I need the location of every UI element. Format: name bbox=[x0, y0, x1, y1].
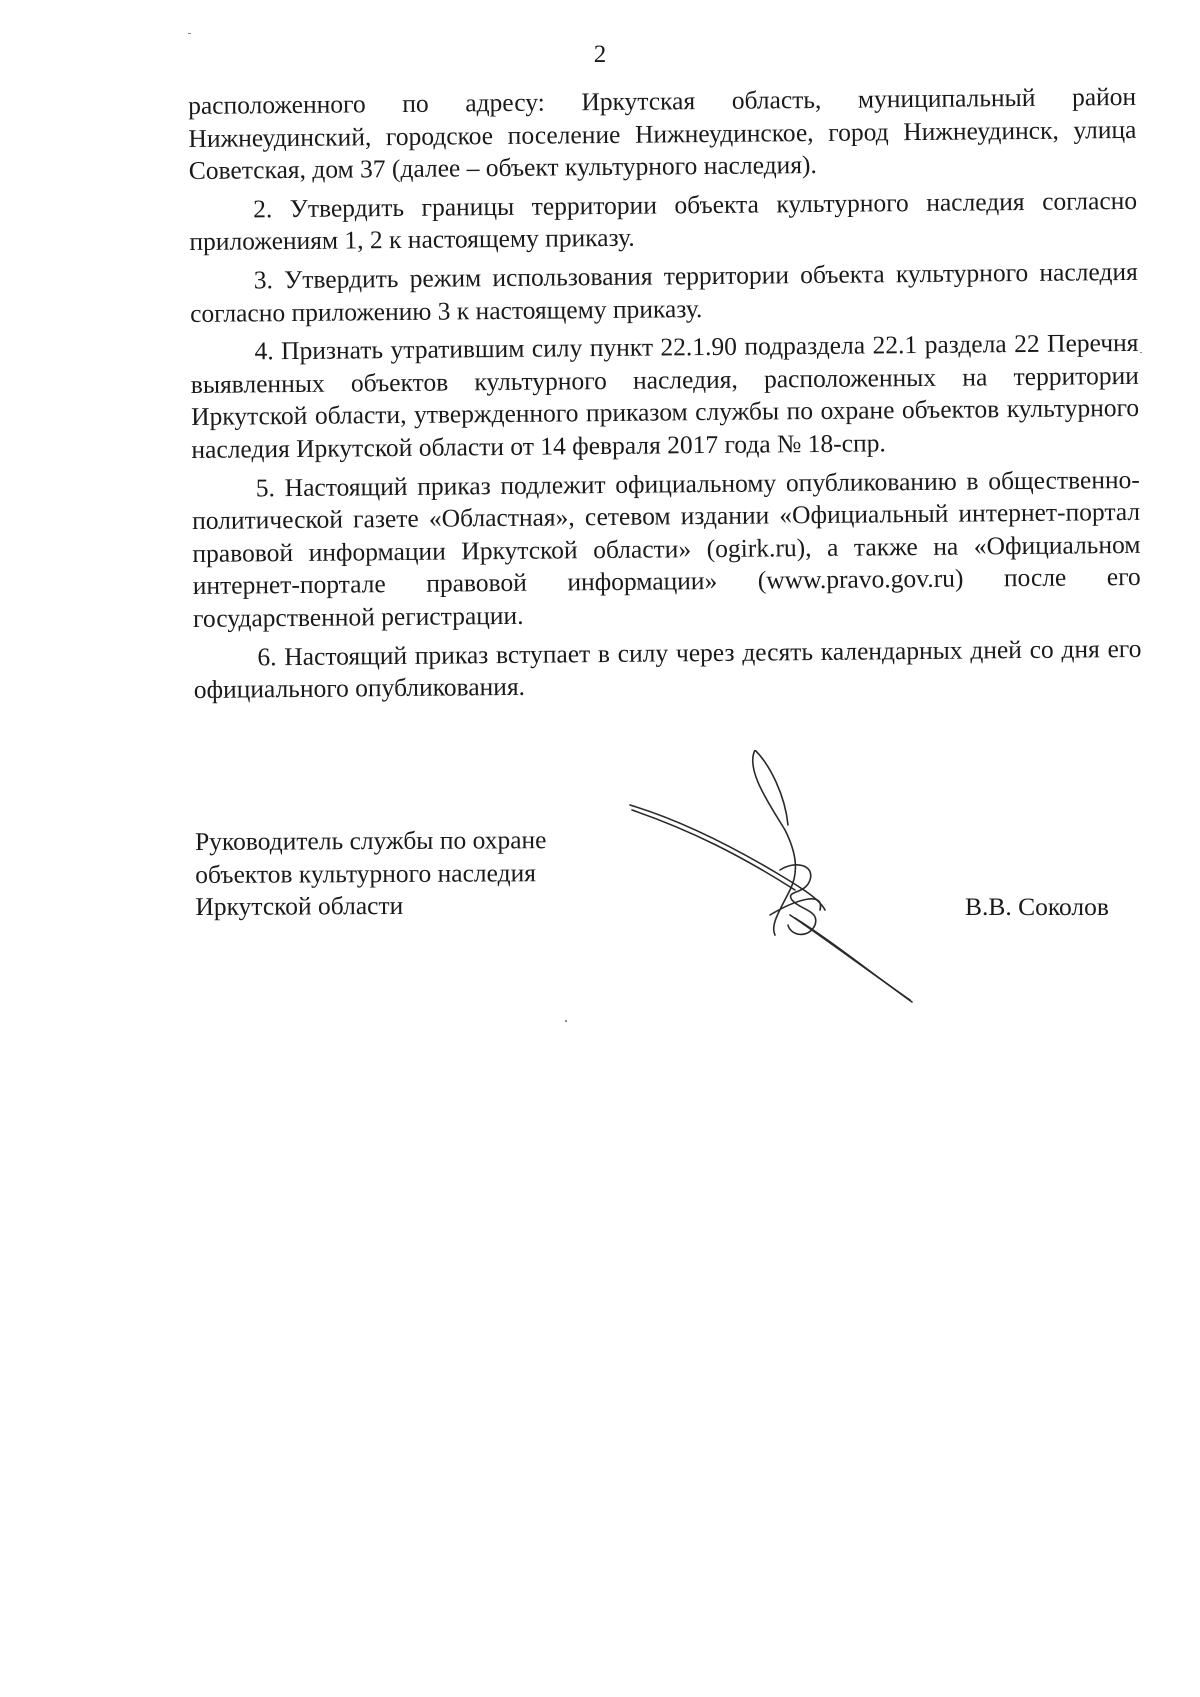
scan-speck bbox=[565, 1020, 567, 1022]
paragraph-item-5: 5. Настоящий приказ подлежит официальному опубликованию в общественно-политической газете «Областная», сетевом издании «Официальный интернет-портал правовой информации Иркутской области» (ogirk.ru), а также на «Официальном интернет-портале правовой информации» (www.pravo.gov.ru) после его государственной регистрации. bbox=[191, 464, 1141, 633]
signer-position-line: Иркутской области bbox=[195, 890, 404, 921]
paragraph-item-3: 3. Утвердить режим использования территории объекта культурного наследия согласно приложению 3 к настоящему приказу. bbox=[190, 256, 1138, 328]
paragraph-item-4: 4. Признать утратившим силу пункт 22.1.90 подраздела 22.1 раздела 22 Перечня выявленных объектов культурного наследия, расположенных на территории Иркутской области, утвержденного приказом службы по охране объектов культурного наследия Иркутской области от 14 февраля 2017 года № 18-спр. bbox=[190, 328, 1140, 464]
scan-speck bbox=[188, 33, 191, 34]
page-number: 2 bbox=[593, 41, 607, 68]
paragraph-item-6: 6. Настоящий приказ вступает в силу через десять календарных дней со дня его официального опубликования. bbox=[193, 633, 1142, 705]
paragraph-item-2: 2. Утвердить границы территории объекта культурного наследия согласно приложениям 1, 2 к настоящему приказу. bbox=[189, 185, 1138, 257]
signer-name: В.В. Соколов bbox=[965, 892, 1109, 921]
handwritten-signature bbox=[620, 750, 930, 1020]
signer-position bbox=[195, 824, 547, 923]
signer-position-line: Руководитель службы по охране bbox=[195, 825, 547, 856]
document-body bbox=[188, 81, 1142, 713]
scan-speck bbox=[1140, 352, 1142, 353]
paragraph-address: расположенного по адресу: Иркутская область, муниципальный район Нижнеудинский, городское поселение Нижнеудинское, город Нижнеудинск, улица Советская, дом 37 (далее – объект культурного наследия). bbox=[188, 81, 1137, 186]
signer-position-line: объектов культурного наследия bbox=[195, 857, 536, 889]
